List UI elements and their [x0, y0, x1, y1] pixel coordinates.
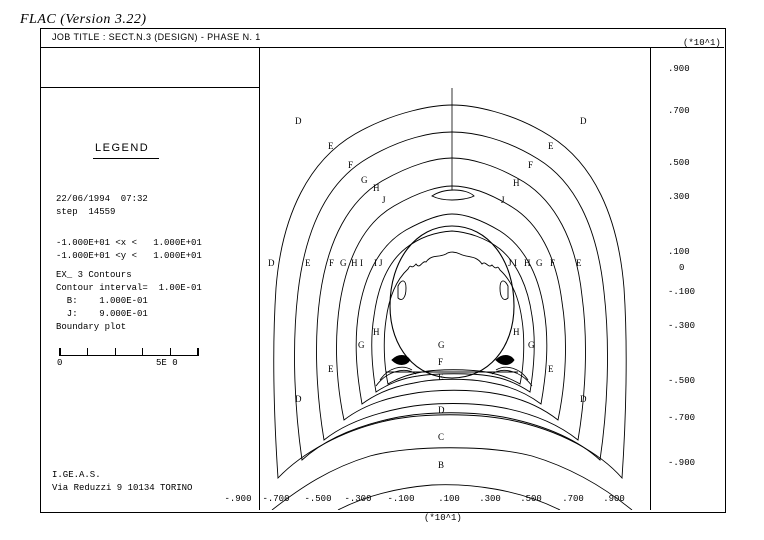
- legend-contour-title-row: [56, 269, 132, 282]
- contour-label: J: [379, 258, 383, 268]
- legend-step: step 14559: [56, 207, 116, 217]
- contour-H: [356, 214, 547, 404]
- contour-label: H: [524, 258, 531, 268]
- scale-bar-max-label: 5E 0: [156, 358, 178, 368]
- scale-bar: [59, 348, 199, 356]
- contour-label: F: [329, 258, 335, 268]
- legend-b-row: [56, 295, 148, 308]
- y-tick-label: -.500: [668, 376, 696, 386]
- contour-label: G: [358, 340, 365, 350]
- contour-label: C: [438, 432, 445, 442]
- y-tick-label: -.700: [668, 413, 696, 423]
- stress-concentration-left: [392, 356, 410, 365]
- y-tick-label: -.900: [668, 458, 696, 468]
- contour-label: H: [513, 178, 520, 188]
- company-address: Via Reduzzi 9 10134 TORINO: [52, 483, 193, 493]
- x-tick-label: -.500: [304, 494, 332, 504]
- company-name: I.GE.A.S.: [52, 470, 101, 480]
- contour-label: I: [374, 258, 377, 268]
- right-detail-2: [492, 370, 532, 386]
- contour-inner-top: [432, 190, 474, 200]
- contour-label: F: [528, 160, 534, 170]
- contour-label: J: [508, 258, 512, 268]
- contour-label: E: [548, 364, 554, 374]
- contour-label: E: [576, 258, 582, 268]
- y-tick-label: .900: [668, 64, 690, 74]
- legend-x-range-row: [56, 237, 202, 250]
- contour-label: D: [295, 116, 302, 126]
- legend-x-range: -1.000E+01 <x < 1.000E+01: [56, 238, 202, 248]
- x-tick-label: -.300: [344, 494, 372, 504]
- contour-label: G: [528, 340, 535, 350]
- contour-plot-svg: [260, 48, 650, 510]
- contour-label: E: [548, 141, 554, 151]
- scale-bar-min-label: 0: [57, 358, 63, 368]
- blob-right: [500, 281, 508, 300]
- y-tick-label: -.300: [668, 321, 696, 331]
- contour-label: D: [268, 258, 275, 268]
- y-tick-label: .500: [668, 158, 690, 168]
- job-title-bar: [40, 28, 724, 48]
- x-tick-label: .100: [438, 494, 460, 504]
- legend-contour-interval-row: [56, 282, 202, 295]
- contour-label: J: [501, 195, 505, 205]
- y-tick-label: .300: [668, 192, 690, 202]
- y-tick-label: -.100: [668, 287, 696, 297]
- x-tick-label: -.900: [224, 494, 252, 504]
- x-tick-label: .500: [520, 494, 542, 504]
- contour-label: D: [580, 394, 587, 404]
- contour-label: F: [550, 258, 556, 268]
- job-title-text: JOB TITLE : SECT.N.3 (DESIGN) - PHASE N. 1: [52, 32, 261, 42]
- legend-title-underline: [93, 158, 159, 159]
- x-tick-label: -.100: [387, 494, 415, 504]
- contour-label: H: [373, 327, 380, 337]
- contour-label: F: [348, 160, 354, 170]
- contour-C: [272, 448, 632, 510]
- contour-label: B: [438, 460, 445, 470]
- contour-B: [338, 485, 560, 510]
- contour-plot-area: [260, 48, 650, 510]
- x-tick-label: .900: [603, 494, 625, 504]
- legend-boundary-row: [56, 321, 126, 334]
- legend-title: LEGEND: [95, 142, 150, 154]
- x-tick-label: .700: [562, 494, 584, 504]
- legend-y-range-row: [56, 250, 202, 263]
- legend-j-row: [56, 308, 148, 321]
- legend-y-range: -1.000E+01 <y < 1.000E+01: [56, 251, 202, 261]
- contour-label: G: [340, 258, 347, 268]
- y-tick-label: .700: [668, 106, 690, 116]
- legend-j-value: J: 9.000E-01: [56, 309, 148, 319]
- blob-left: [398, 281, 406, 300]
- contour-label: G: [361, 175, 368, 185]
- contour-label: E: [438, 372, 444, 382]
- x-tick-label: -.700: [262, 494, 290, 504]
- right-axis-divider: [650, 48, 651, 510]
- contour-label: I: [360, 258, 363, 268]
- contour-label: H: [373, 183, 380, 193]
- legend-b-value: B: 1.000E-01: [56, 296, 148, 306]
- flac-version-text: FLAC (Version 3.22): [20, 12, 147, 27]
- x-axis-exponent-label: (*10^1): [424, 513, 462, 523]
- contour-label: F: [438, 357, 444, 367]
- legend-contour-interval: Contour interval= 1.00E-01: [56, 283, 202, 293]
- contour-D-outer: [262, 88, 632, 510]
- contour-label: D: [438, 405, 445, 415]
- contour-label: E: [305, 258, 311, 268]
- contour-label: E: [328, 141, 334, 151]
- legend-contour-title: EX_ 3 Contours: [56, 270, 132, 280]
- version-box: [41, 48, 259, 88]
- x-tick-label: .300: [479, 494, 501, 504]
- contour-D: [274, 105, 626, 478]
- contour-label: I: [514, 258, 517, 268]
- legend-step-row: [56, 206, 115, 219]
- contour-label: J: [382, 195, 386, 205]
- contour-label: H: [513, 327, 520, 337]
- contour-label: H: [351, 258, 358, 268]
- stress-concentration-right: [496, 356, 514, 365]
- contour-label: E: [328, 364, 334, 374]
- y-tick-label: .100: [668, 247, 690, 257]
- legend-boundary-plot: Boundary plot: [56, 322, 127, 332]
- contour-label: D: [295, 394, 302, 404]
- y-tick-label: 0: [679, 263, 685, 273]
- contour-label: D: [580, 116, 587, 126]
- legend-datetime-step: [56, 193, 148, 206]
- y-axis-exponent-label: (*10^1): [683, 38, 721, 48]
- legend-datetime: 22/06/1994 07:32: [56, 194, 148, 204]
- tunnel-boundary: [390, 226, 514, 378]
- contour-label: G: [438, 340, 445, 350]
- contour-label: G: [536, 258, 543, 268]
